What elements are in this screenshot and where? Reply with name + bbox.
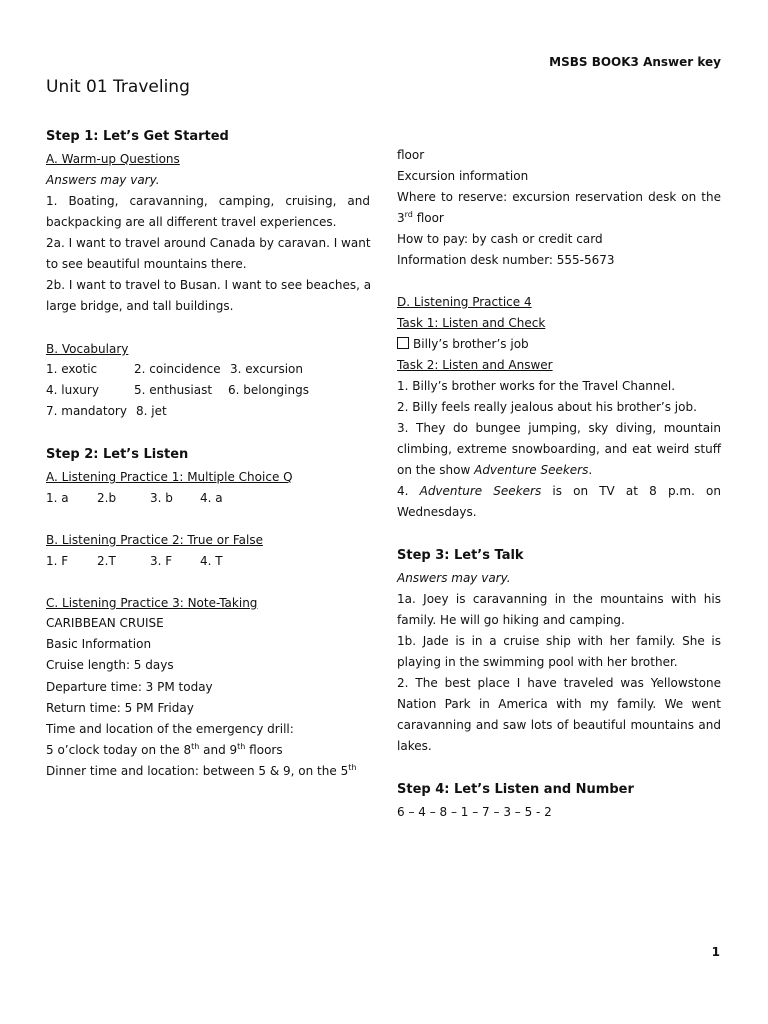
- talk-line: playing in the swimming pool with her brother.: [397, 655, 678, 669]
- vocab-item: 2. coincidence: [134, 362, 221, 376]
- step2-heading: Step 2: Let’s Listen: [46, 447, 189, 462]
- step1-heading: Step 1: Let’s Get Started: [46, 129, 229, 144]
- warmup-line: 2b. I want to travel to Busan. I want to see beaches, a: [46, 278, 372, 292]
- lp4-heading: D. Listening Practice 4: [397, 295, 532, 309]
- number-sequence: 6 – 4 – 8 – 1 – 7 – 3 – 5 - 2: [397, 805, 552, 819]
- lp1-answers: [46, 488, 370, 509]
- note-line: floor: [397, 148, 425, 162]
- talk-line: 2. The best place I have traveled was Yellowstone: [397, 676, 721, 690]
- checkbox-icon: [397, 337, 409, 349]
- answer-item: 3. b: [150, 491, 173, 505]
- document-header: MSBS BOOK3 Answer key: [549, 55, 721, 69]
- talk-line: 1a. Joey is caravanning in the mountains with his: [397, 592, 721, 606]
- note-line: Departure time: 3 PM today: [46, 680, 213, 694]
- lp3-heading: C. Listening Practice 3: Note-Taking: [46, 596, 258, 610]
- warmup-line: large bridge, and tall buildings.: [46, 299, 234, 313]
- warmup-heading: A. Warm-up Questions: [46, 152, 180, 166]
- vocab-item: 6. belongings: [228, 383, 309, 397]
- talk-line: Nation Park in America with my family. We went: [397, 697, 721, 711]
- answer-line: 1. Billy’s brother works for the Travel Channel.: [397, 379, 676, 393]
- answer-item: 1. F: [46, 554, 69, 568]
- answer-line: climbing, extreme snowboarding, and eat weird stuff: [397, 442, 721, 456]
- warmup-line: 1. Boating, caravanning, camping, cruising, and: [46, 194, 370, 208]
- warmup-line: 2a. I want to travel around Canada by caravan. I want: [46, 236, 371, 250]
- vocab-item: 7. mandatory: [46, 404, 127, 418]
- answer-item: 3. F: [150, 554, 173, 568]
- talk-line: caravanning and saw lots of beautiful mountains and: [397, 718, 721, 732]
- answer-item: 1. a: [46, 491, 69, 505]
- task1-heading: Task 1: Listen and Check: [397, 316, 546, 330]
- talk-line: 1b. Jade is in a cruise ship with her family. She is: [397, 634, 721, 648]
- vocab-item: 1. exotic: [46, 362, 98, 376]
- answer-item: 2.T: [97, 554, 116, 568]
- answer-line: on the show Adventure Seekers.: [397, 463, 593, 477]
- lp2-answers: [46, 551, 370, 572]
- unit-title: Unit 01 Traveling: [46, 77, 190, 97]
- step3-heading: Step 3: Let’s Talk: [397, 548, 524, 563]
- answer-line: 4. Adventure Seekers is on TV at 8 p.m. on: [397, 484, 721, 498]
- answer-item: 4. T: [200, 554, 223, 568]
- warmup-line: backpacking are all different travel experiences.: [46, 215, 337, 229]
- lp1-heading: A. Listening Practice 1: Multiple Choice Q: [46, 470, 293, 484]
- page-number: 1: [711, 945, 720, 959]
- note-line: CARIBBEAN CRUISE: [46, 616, 164, 630]
- answer-line: 3. They do bungee jumping, sky diving, mountain: [397, 421, 721, 435]
- answer-line: Wednesdays.: [397, 505, 477, 519]
- vocab-item: 4. luxury: [46, 383, 99, 397]
- note-line: 3rd floor: [397, 210, 444, 225]
- note-line: Excursion information: [397, 169, 529, 183]
- vocab-item: 3. excursion: [230, 362, 303, 376]
- drill-line: 5 o’clock today on the 8th and 9th floors: [46, 742, 283, 757]
- vocab-row: [46, 401, 370, 422]
- dinner-line: Dinner time and location: between 5 & 9, on the 5th: [46, 763, 357, 778]
- note-line: Cruise length: 5 days: [46, 658, 174, 672]
- note-line: How to pay: by cash or credit card: [397, 232, 603, 246]
- task2-heading: Task 2: Listen and Answer: [397, 358, 553, 372]
- note-line: Return time: 5 PM Friday: [46, 701, 194, 715]
- lp2-heading: B. Listening Practice 2: True or False: [46, 533, 263, 547]
- note-line: Time and location of the emergency drill:: [46, 722, 294, 736]
- talk-line: lakes.: [397, 739, 432, 753]
- step4-heading: Step 4: Let’s Listen and Number: [397, 782, 634, 797]
- vocab-heading: B. Vocabulary: [46, 342, 129, 356]
- vocab-item: 5. enthusiast: [134, 383, 213, 397]
- note-line: Basic Information: [46, 637, 152, 651]
- vocab-row: [46, 380, 370, 401]
- answer-item: 4. a: [200, 491, 223, 505]
- answers-may-vary: Answers may vary.: [46, 173, 160, 187]
- answers-may-vary: Answers may vary.: [397, 571, 511, 585]
- vocab-row: [46, 359, 370, 380]
- note-line: Where to reserve: excursion reservation desk on the: [397, 190, 721, 204]
- warmup-line: to see beautiful mountains there.: [46, 257, 247, 271]
- talk-line: family. He will go hiking and camping.: [397, 613, 625, 627]
- answer-item: 2.b: [97, 491, 117, 505]
- note-line: Information desk number: 555-5673: [397, 253, 615, 267]
- answer-line: 2. Billy feels really jealous about his brother’s job.: [397, 400, 697, 414]
- vocab-item: 8. jet: [136, 404, 167, 418]
- check-item: Billy’s brother’s job: [397, 334, 721, 355]
